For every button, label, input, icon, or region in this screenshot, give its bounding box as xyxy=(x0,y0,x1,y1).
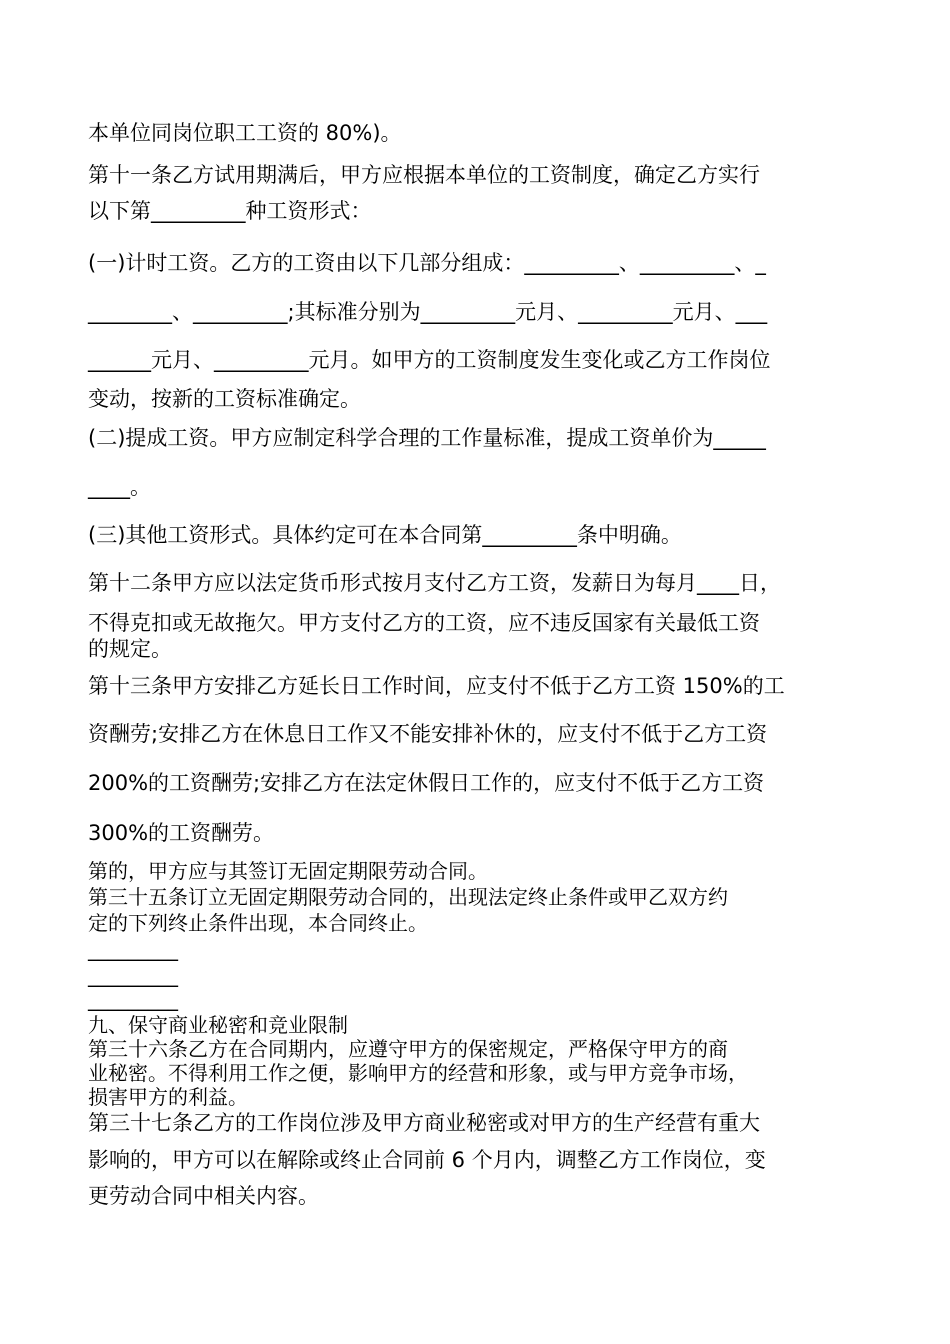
text-line: 第三十五条订立无固定期限劳动合同的，出现法定终止条件或甲乙双方约 xyxy=(88,885,728,909)
text-line: 第十三条甲方安排乙方延长日工作时间，应支付不低于乙方工资 150%的工 xyxy=(88,674,785,698)
text-line: 第的，甲方应与其签订无固定期限劳动合同。 xyxy=(88,859,488,883)
text-line: (一)计时工资。乙方的工资由以下几部分组成：_________、_________、_ xyxy=(88,251,766,275)
text-line: 第三十七条乙方的工作岗位涉及甲方商业秘密或对甲方的生产经营有重大 xyxy=(88,1111,760,1135)
text-line: 影响的，甲方可以在解除或终止合同前 6 个月内，调整乙方工作岗位，变 xyxy=(88,1148,766,1172)
text-line: (三)其他工资形式。具体约定可在本合同第_________条中明确。 xyxy=(88,523,682,547)
text-line: 业秘密。不得利用工作之便，影响甲方的经营和形象，或与甲方竞争市场， xyxy=(88,1061,748,1085)
text-line: 第十二条甲方应以法定货币形式按月支付乙方工资，发薪日为每月____日， xyxy=(88,571,781,595)
text-line: 第十一条乙方试用期满后，甲方应根据本单位的工资制度，确定乙方实行 xyxy=(88,163,760,187)
text-line: 损害甲方的利益。 xyxy=(88,1085,248,1109)
text-line: ________、_________;其标准分别为_________元月、_________元月、___ xyxy=(88,300,768,324)
text-line: 的规定。 xyxy=(88,637,172,661)
text-line: 资酬劳;安排乙方在休息日工作又不能安排补休的，应支付不低于乙方工资 xyxy=(88,722,768,746)
text-line: ______元月、_________元月。如甲方的工资制度发生变化或乙方工作岗位 xyxy=(88,348,771,372)
blank-line: _________ xyxy=(88,963,178,987)
text-line: 本单位同岗位职工工资的 80%)。 xyxy=(88,121,402,145)
text-line: 定的下列终止条件出现，本合同终止。 xyxy=(88,911,428,935)
blank-line: _________ xyxy=(88,987,178,1011)
text-line: ____。 xyxy=(88,475,151,499)
text-line: 200%的工资酬劳;安排乙方在法定休假日工作的，应支付不低于乙方工资 xyxy=(88,771,765,795)
text-line: 更劳动合同中相关内容。 xyxy=(88,1184,319,1208)
text-line: 第三十六条乙方在合同期内，应遵守甲方的保密规定，严格保守甲方的商 xyxy=(88,1037,728,1061)
text-line: 变动，按新的工资标准确定。 xyxy=(88,387,361,411)
text-line: 以下第_________种工资形式： xyxy=(88,199,372,223)
text-line: (二)提成工资。甲方应制定科学合理的工作量标准，提成工资单价为_____ xyxy=(88,426,766,450)
section-heading: 九、保守商业秘密和竞业限制 xyxy=(88,1013,348,1037)
text-line: 不得克扣或无故拖欠。甲方支付乙方的工资，应不违反国家有关最低工资 xyxy=(88,611,760,635)
blank-line: _________ xyxy=(88,937,178,961)
text-line: 300%的工资酬劳。 xyxy=(88,821,275,845)
